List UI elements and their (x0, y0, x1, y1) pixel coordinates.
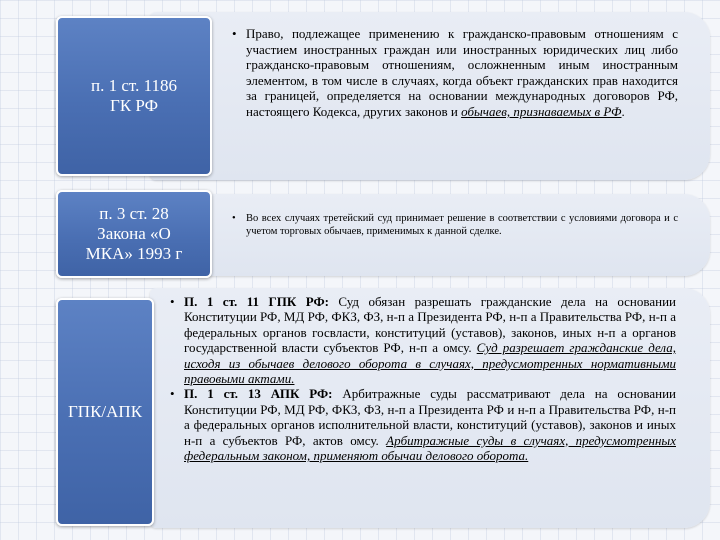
gk-bullet (232, 26, 678, 120)
gpk-bullet-title: П. 1 ст. 11 ГПК РФ: (184, 294, 329, 309)
gpk-bullet (170, 294, 676, 386)
apk-bullet-emphasis: Арбитражные суды в случаях, предусмотренных федеральным законом, применяют обычаи делового оборота. (184, 432, 676, 464)
gpk-bullet-text: Суд обязан разрешать гражданские дела на основании Конституции РФ, МД РФ, ФКЗ, ФЗ, н-п а Президента РФ, н-п а Правительства РФ, н-п а федеральных органов госвласти, конституций (уставов), законов, иных н-п а органов государственной власти субъектов РФ, н-п а омсу. (184, 294, 676, 356)
gpk-bullet-emphasis: Суд разрешает гражданские дела, исходя из обычаев делового оборота в случаях, предусмотренных нормативными правовыми актами. (184, 340, 676, 387)
mka-bullet: • Во всех случаях третейский суд принимает решение в соответствии с условиями договора и с учетом торговых обычаев, применимых к данной сделке. (232, 212, 678, 238)
gk-bullet-emphasis: обычаев, признаваемых в РФ (461, 103, 622, 119)
panel-gpk-apk-text (170, 294, 676, 463)
apk-bullet (170, 386, 676, 463)
panel-mka-text (232, 212, 678, 238)
label-mka-law: п. 3 ст. 28 Закона «О МКА» 1993 г (56, 190, 212, 278)
gk-bullet-end: . (621, 103, 625, 119)
label-gk-rf: п. 1 ст. 1186 ГК РФ (56, 16, 212, 176)
gk-bullet-text: Право, подлежащее применению к гражданско-правовым отношениям с участием иностранных граждан или иностранных юридических лиц либо гражданско-правовым отношениям, осложненным иным иностранным элементом, в том числе в случаях, когда объект гражданских прав находится за границей, определяется на основании международных договоров РФ, настоящего Кодекса, других законов и (246, 26, 678, 119)
apk-bullet-text: Арбитражные суды рассматривают дела на основании Конституции РФ, МД РФ, ФКЗ, ФЗ, н-п а Президента РФ и н-п а Правительства РФ, н-п а федеральных органов исполнительной власти, конституций (уставов), законов и иных н-п а субъектов РФ, актов омсу. (184, 386, 676, 448)
panel-gk-text (232, 26, 678, 120)
apk-bullet-title: П. 1 ст. 13 АПК РФ: (184, 386, 333, 402)
label-gpk-apk: ГПК/АПК (56, 298, 154, 526)
